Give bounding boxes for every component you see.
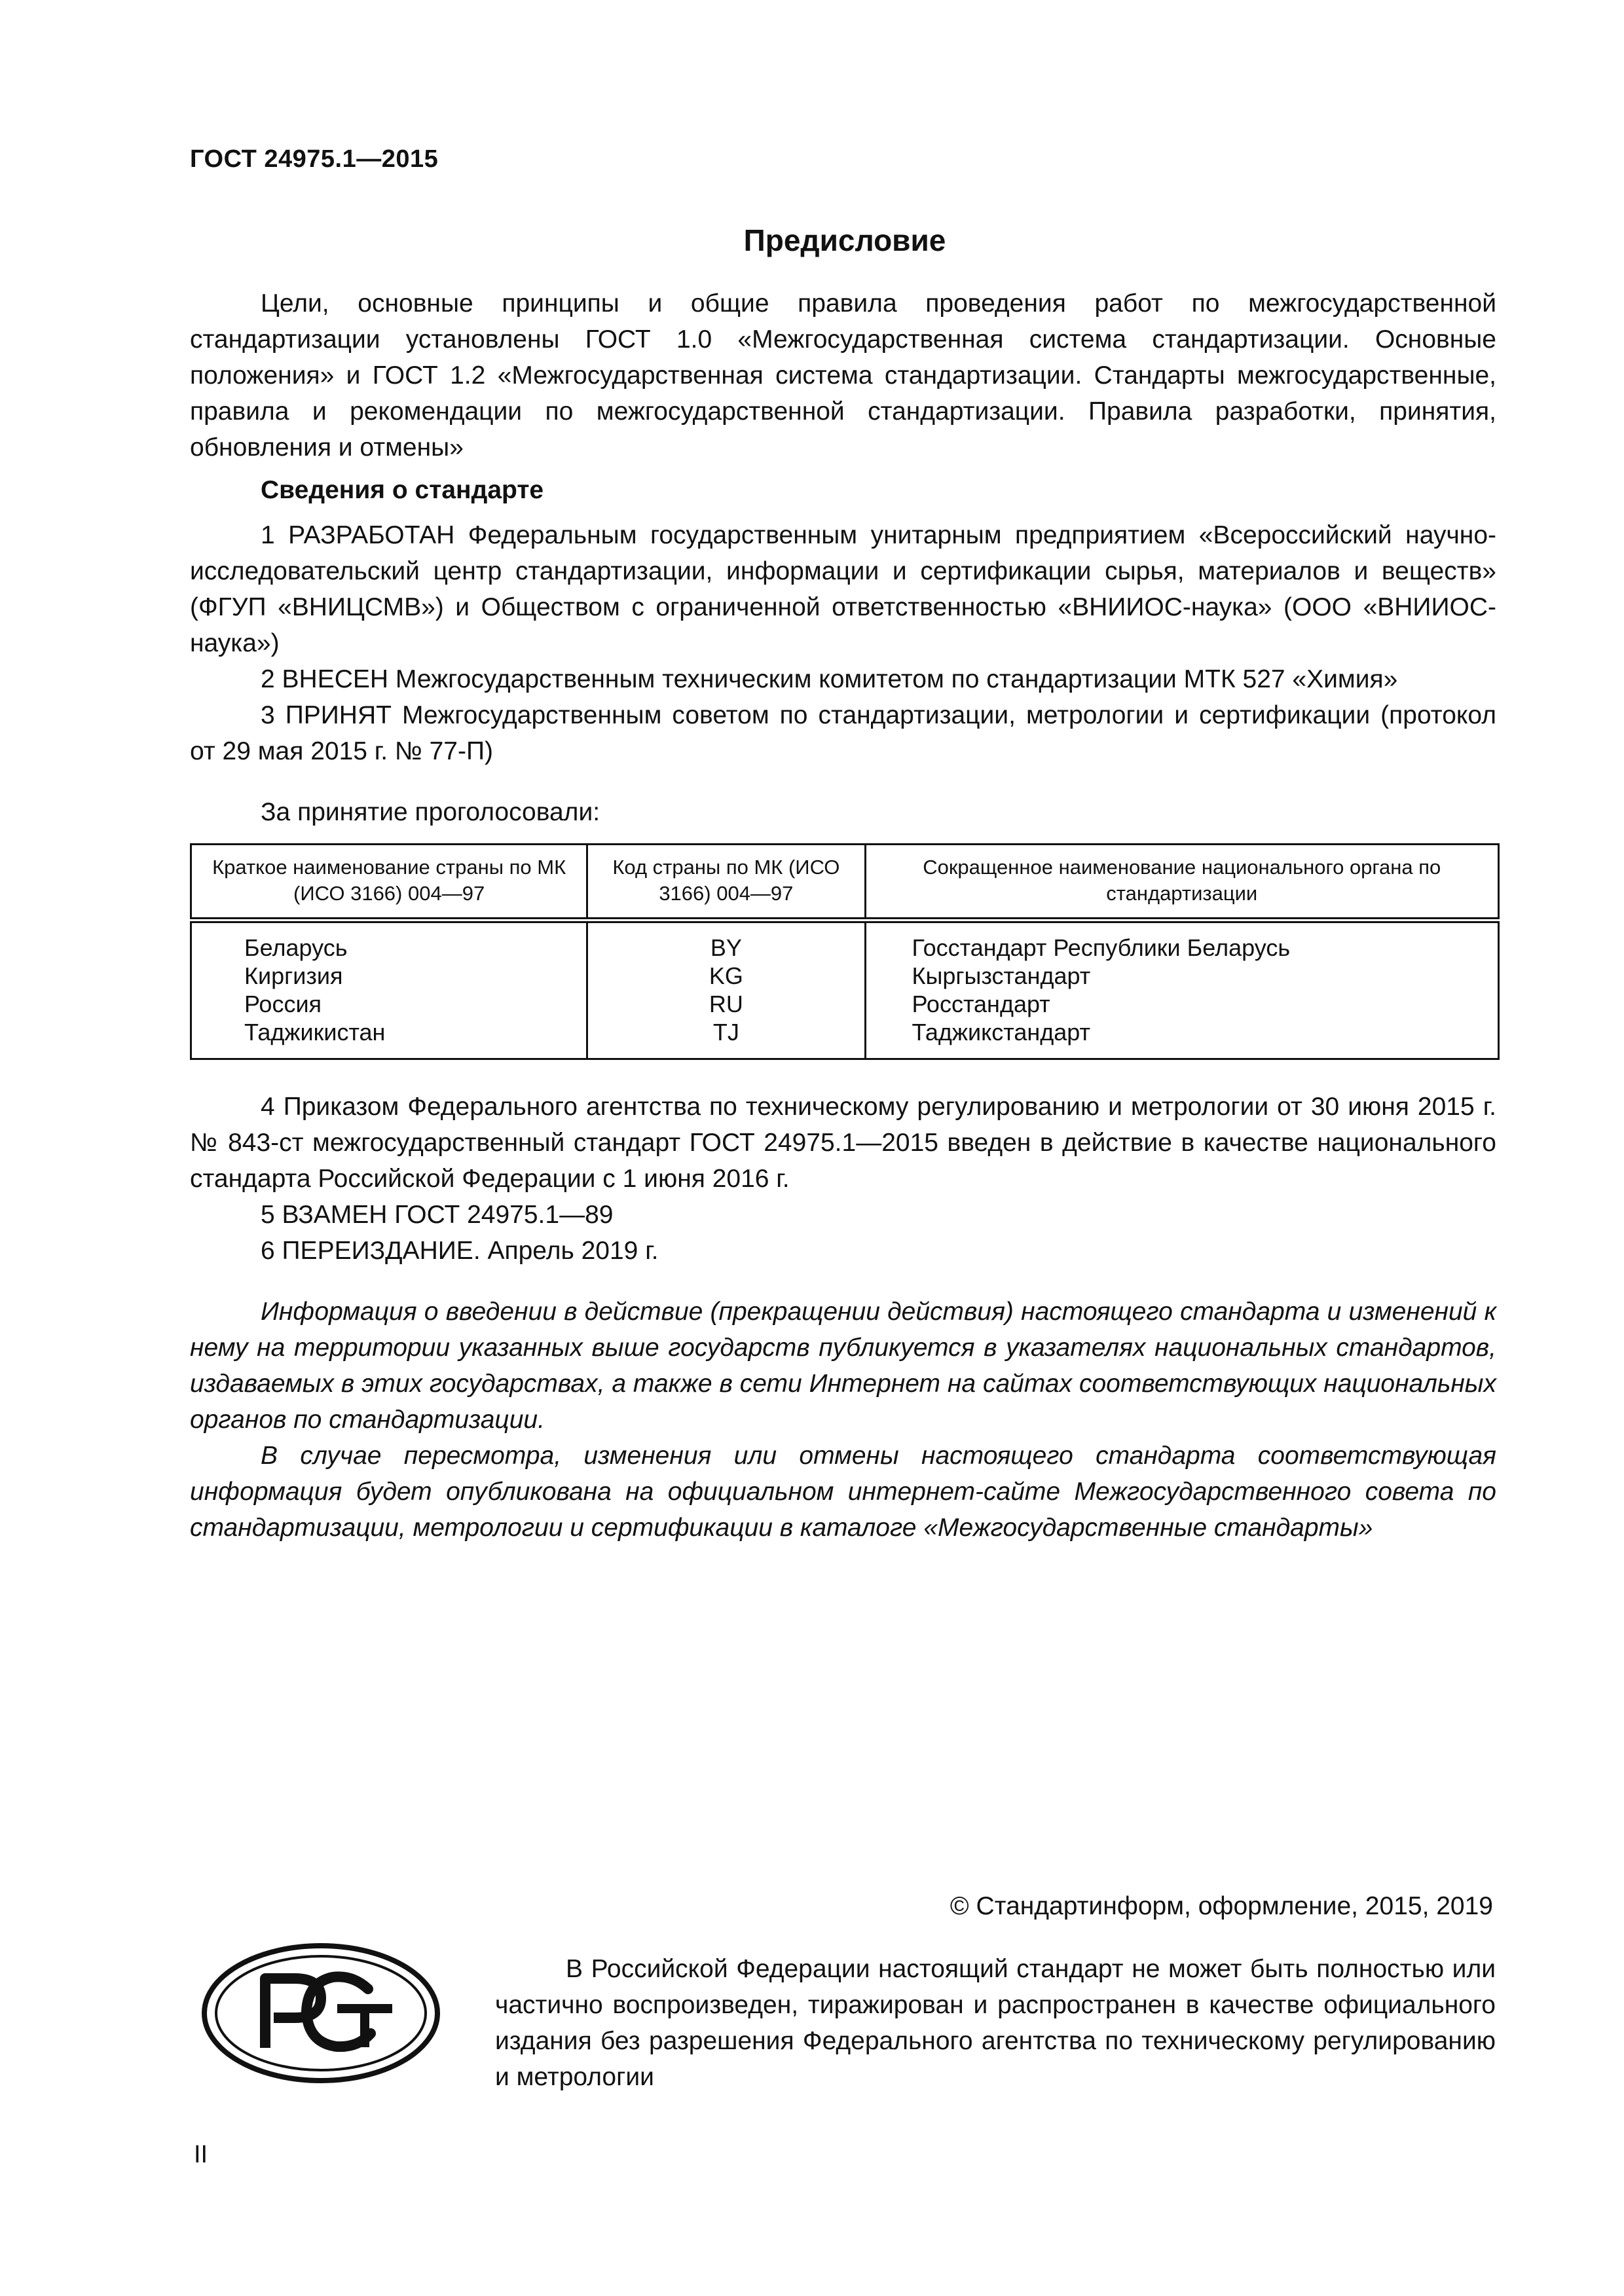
foreword-body [190,285,1496,1269]
rst-certification-mark-icon [196,1938,445,2088]
copyright-line: © Стандартинформ, оформление, 2015, 2019 [950,1892,1493,1920]
page-number: II [194,2141,208,2168]
table-row [191,920,1499,962]
item-submitted: 2 ВНЕСЕН Межгосударственным техническим комитетом по стандартизации МТК 527 «Химия» [261,665,1398,693]
item-adopted: 3 ПРИНЯТ Межгосударственным советом по стандартизации, метрологии и сертификации (протокол от 29 мая 2015 г. № 77-П) [190,701,1496,765]
country-cell: Киргизия [191,962,587,990]
intro-paragraph: Цели, основные принципы и общие правила проведения работ по межгосударственной стандартизации установлены ГОСТ 1.0 «Межгосударственная система стандартизации. Основные положения» и ГОСТ 1.2 «Межгосударственная система стандартизации. Стандарты межгосударственные, правила и рекомендации по межгосударственной стандартизации. Правила разработки, принятия, обновления и отмены» [190,289,1496,462]
body-cell: Госстандарт Республики Беларусь [865,920,1499,962]
code-cell: BY [587,920,865,962]
country-cell: Беларусь [191,920,587,962]
code-cell: RU [587,990,865,1018]
item-developed: 1 РАЗРАБОТАН Федеральным государственным унитарным предприятием «Всероссийский научно-исследовательский центр стандартизации, информации и сертификации сырья, материалов и веществ» (ФГУП «ВНИЦСМВ») и Обществом с ограниченной ответственностью «ВНИИОС-наука» (ООО «ВНИИОС-наука») [190,521,1496,657]
column-header-body: Сокращенное наименование национального органа по стандартизации [865,845,1499,920]
column-header-code: Код страны по МК (ИСО 3166) 004—97 [587,845,865,920]
table-row [191,1018,1499,1059]
voting-table [190,843,1500,1060]
country-cell: Россия [191,990,587,1018]
body-cell: Росстандарт [865,990,1499,1018]
publication-notes [190,1294,1496,1546]
table-header-row [191,845,1499,920]
table-row [191,990,1499,1018]
item-replaces: 5 ВЗАМЕН ГОСТ 24975.1—89 [261,1201,614,1229]
standard-info-heading: Сведения о стандарте [261,476,544,504]
document-code-header: ГОСТ 24975.1—2015 [190,145,439,173]
items-after-table [190,1089,1496,1269]
code-cell: TJ [587,1018,865,1059]
body-cell: Таджикстандарт [865,1018,1499,1059]
note-publication-info: Информация о введении в действие (прекращении действия) настоящего стандарта и изменений к нему на территории указанных выше государств публикуется в указателях национальных стандартов, издаваемых в этих государствах, а также в сети Интернет на сайтах соответствующих национальных органов по стандартизации. [190,1298,1496,1434]
voting-table-wrapper [190,843,1500,1060]
vote-label: За принятие проголосовали: [261,798,600,826]
page-title: Предисловие [743,223,946,257]
country-cell: Таджикистан [191,1018,587,1059]
table-row [191,962,1499,990]
column-header-country: Краткое наименование страны по МК (ИСО 3166) 004—97 [191,845,587,920]
code-cell: KG [587,962,865,990]
reproduction-notice: В Российской Федерации настоящий стандарт не может быть полностью или частично воспроизведен, тиражирован и распространен в качестве официального издания без разрешения Федерального агентства по техническому регулированию и метрологии [495,1955,1496,2091]
item-reissue: 6 ПЕРЕИЗДАНИЕ. Апрель 2019 г. [261,1237,659,1265]
item-enacted: 4 Приказом Федерального агентства по техническому регулированию и метрологии от 30 июня 2015 г. № 843-ст межгосударственный стандарт ГОСТ 24975.1—2015 введен в действие в качестве национального стандарта Российской Федерации с 1 июня 2016 г. [190,1093,1496,1193]
note-revision-info: В случае пересмотра, изменения или отмены настоящего стандарта соответствующая информация будет опубликована на официальном интернет-сайте Межгосударственного совета по стандартизации, метрологии и сертификации в каталоге «Межгосударственные стандарты» [190,1442,1496,1542]
body-cell: Кыргызстандарт [865,962,1499,990]
